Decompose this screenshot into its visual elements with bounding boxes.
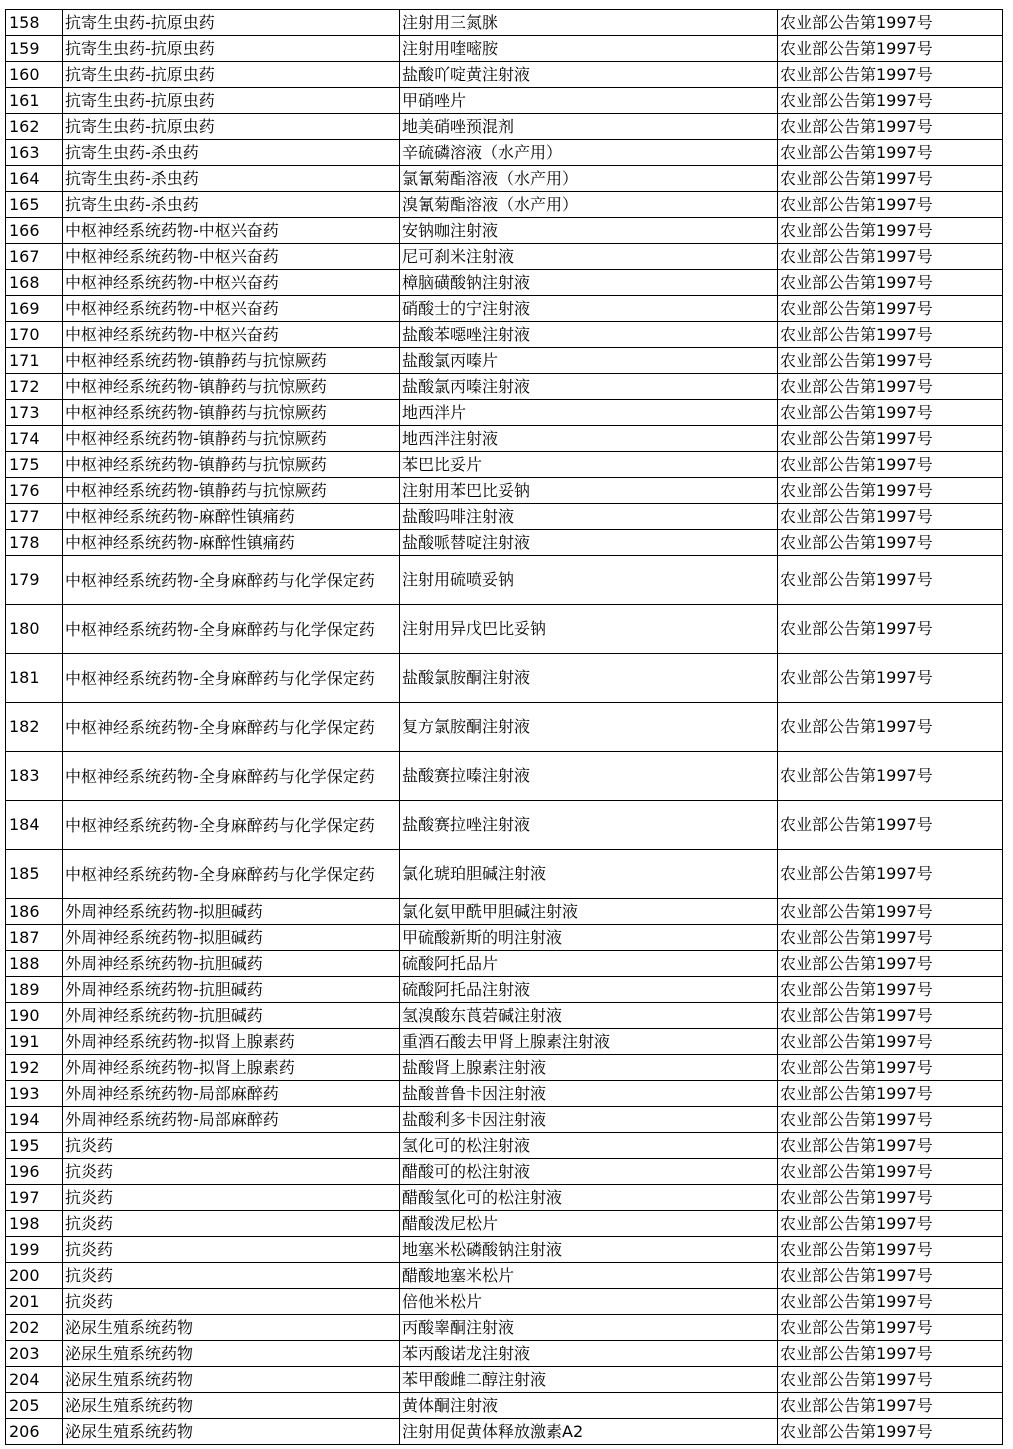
notice-reference-cell: 农业部公告第1997号: [778, 801, 1003, 850]
row-number-cell: 196: [6, 1159, 63, 1185]
notice-reference-cell: 农业部公告第1997号: [778, 977, 1003, 1003]
category-cell: 中枢神经系统药物-镇静药与抗惊厥药: [63, 374, 400, 400]
drug-name-cell: 安钠咖注射液: [400, 218, 778, 244]
notice-reference-cell: 农业部公告第1997号: [778, 1185, 1003, 1211]
category-cell: 外周神经系统药物-拟胆碱药: [63, 899, 400, 925]
category-cell: 中枢神经系统药物-镇静药与抗惊厥药: [63, 452, 400, 478]
row-number-cell: 167: [6, 244, 63, 270]
table-row: [6, 752, 1003, 801]
table-row: [6, 62, 1003, 88]
notice-reference-cell: 农业部公告第1997号: [778, 1107, 1003, 1133]
notice-reference-cell: 农业部公告第1997号: [778, 752, 1003, 801]
category-cell: 泌尿生殖系统药物: [63, 1393, 400, 1419]
table-row: [6, 1341, 1003, 1367]
category-cell: 外周神经系统药物-拟肾上腺素药: [63, 1029, 400, 1055]
notice-reference-cell: 农业部公告第1997号: [778, 504, 1003, 530]
drug-name-cell: 盐酸哌替啶注射液: [400, 530, 778, 556]
category-cell: 抗寄生虫药-杀虫药: [63, 140, 400, 166]
notice-reference-cell: 农业部公告第1997号: [778, 1211, 1003, 1237]
row-number-cell: 170: [6, 322, 63, 348]
row-number-cell: 193: [6, 1081, 63, 1107]
notice-reference-cell: 农业部公告第1997号: [778, 452, 1003, 478]
row-number-cell: 191: [6, 1029, 63, 1055]
category-cell: 泌尿生殖系统药物: [63, 1341, 400, 1367]
drug-name-cell: 硝酸士的宁注射液: [400, 296, 778, 322]
drug-name-cell: 盐酸吖啶黄注射液: [400, 62, 778, 88]
table-row: [6, 88, 1003, 114]
notice-reference-cell: 农业部公告第1997号: [778, 1003, 1003, 1029]
table-row: [6, 1367, 1003, 1393]
table-row: [6, 801, 1003, 850]
table-row: [6, 322, 1003, 348]
table-row: [6, 605, 1003, 654]
category-cell: 外周神经系统药物-拟胆碱药: [63, 925, 400, 951]
drug-name-cell: 尼可刹米注射液: [400, 244, 778, 270]
row-number-cell: 192: [6, 1055, 63, 1081]
drug-name-cell: 地西泮片: [400, 400, 778, 426]
row-number-cell: 199: [6, 1237, 63, 1263]
category-cell: 外周神经系统药物-拟肾上腺素药: [63, 1055, 400, 1081]
category-cell: 中枢神经系统药物-镇静药与抗惊厥药: [63, 478, 400, 504]
table-row: [6, 1081, 1003, 1107]
table-row: [6, 1107, 1003, 1133]
notice-reference-cell: 农业部公告第1997号: [778, 114, 1003, 140]
table-row: [6, 218, 1003, 244]
notice-reference-cell: 农业部公告第1997号: [778, 296, 1003, 322]
table-row: [6, 1159, 1003, 1185]
category-cell: 抗寄生虫药-抗原虫药: [63, 10, 400, 36]
notice-reference-cell: 农业部公告第1997号: [778, 1237, 1003, 1263]
notice-reference-cell: 农业部公告第1997号: [778, 426, 1003, 452]
category-cell: 中枢神经系统药物-中枢兴奋药: [63, 322, 400, 348]
drug-name-cell: 醋酸可的松注射液: [400, 1159, 778, 1185]
row-number-cell: 171: [6, 348, 63, 374]
drug-name-cell: 注射用苯巴比妥钠: [400, 478, 778, 504]
table-row: [6, 348, 1003, 374]
table-row: [6, 1263, 1003, 1289]
row-number-cell: 205: [6, 1393, 63, 1419]
row-number-cell: 181: [6, 654, 63, 703]
row-number-cell: 165: [6, 192, 63, 218]
table-row: [6, 556, 1003, 605]
drug-name-cell: 注射用硫喷妥钠: [400, 556, 778, 605]
drug-name-cell: 盐酸氯胺酮注射液: [400, 654, 778, 703]
notice-reference-cell: 农业部公告第1997号: [778, 166, 1003, 192]
notice-reference-cell: 农业部公告第1997号: [778, 322, 1003, 348]
notice-reference-cell: 农业部公告第1997号: [778, 556, 1003, 605]
row-number-cell: 158: [6, 10, 63, 36]
table-row: [6, 1003, 1003, 1029]
category-cell: 泌尿生殖系统药物: [63, 1315, 400, 1341]
category-cell: 中枢神经系统药物-镇静药与抗惊厥药: [63, 348, 400, 374]
category-cell: 中枢神经系统药物-全身麻醉药与化学保定药: [63, 556, 400, 605]
category-cell: 抗寄生虫药-抗原虫药: [63, 36, 400, 62]
table-row: [6, 296, 1003, 322]
row-number-cell: 201: [6, 1289, 63, 1315]
row-number-cell: 203: [6, 1341, 63, 1367]
row-number-cell: 189: [6, 977, 63, 1003]
category-cell: 泌尿生殖系统药物: [63, 1419, 400, 1445]
row-number-cell: 204: [6, 1367, 63, 1393]
table-row: [6, 925, 1003, 951]
row-number-cell: 195: [6, 1133, 63, 1159]
notice-reference-cell: 农业部公告第1997号: [778, 400, 1003, 426]
row-number-cell: 166: [6, 218, 63, 244]
table-row: [6, 114, 1003, 140]
drug-name-cell: 注射用促黄体释放激素A2: [400, 1419, 778, 1445]
drug-name-cell: 黄体酮注射液: [400, 1393, 778, 1419]
drug-name-cell: 盐酸赛拉嗪注射液: [400, 752, 778, 801]
category-cell: 中枢神经系统药物-镇静药与抗惊厥药: [63, 400, 400, 426]
category-cell: 抗寄生虫药-杀虫药: [63, 192, 400, 218]
drug-name-cell: 苯丙酸诺龙注射液: [400, 1341, 778, 1367]
category-cell: 抗炎药: [63, 1133, 400, 1159]
notice-reference-cell: 农业部公告第1997号: [778, 1393, 1003, 1419]
row-number-cell: 180: [6, 605, 63, 654]
category-cell: 抗寄生虫药-杀虫药: [63, 166, 400, 192]
notice-reference-cell: 农业部公告第1997号: [778, 703, 1003, 752]
row-number-cell: 168: [6, 270, 63, 296]
notice-reference-cell: 农业部公告第1997号: [778, 1263, 1003, 1289]
category-cell: 中枢神经系统药物-全身麻醉药与化学保定药: [63, 654, 400, 703]
drug-name-cell: 醋酸地塞米松片: [400, 1263, 778, 1289]
notice-reference-cell: 农业部公告第1997号: [778, 218, 1003, 244]
notice-reference-cell: 农业部公告第1997号: [778, 1159, 1003, 1185]
row-number-cell: 190: [6, 1003, 63, 1029]
category-cell: 外周神经系统药物-抗胆碱药: [63, 1003, 400, 1029]
notice-reference-cell: 农业部公告第1997号: [778, 605, 1003, 654]
table-row: [6, 478, 1003, 504]
table-row: [6, 504, 1003, 530]
table-row: [6, 140, 1003, 166]
row-number-cell: 178: [6, 530, 63, 556]
drug-name-cell: 甲硫酸新斯的明注射液: [400, 925, 778, 951]
row-number-cell: 182: [6, 703, 63, 752]
table-row: [6, 10, 1003, 36]
drug-name-cell: 氯化氨甲酰甲胆碱注射液: [400, 899, 778, 925]
drug-name-cell: 倍他米松片: [400, 1289, 778, 1315]
category-cell: 外周神经系统药物-抗胆碱药: [63, 951, 400, 977]
category-cell: 抗炎药: [63, 1289, 400, 1315]
row-number-cell: 159: [6, 36, 63, 62]
drug-name-cell: 氢溴酸东莨菪碱注射液: [400, 1003, 778, 1029]
category-cell: 抗炎药: [63, 1159, 400, 1185]
category-cell: 中枢神经系统药物-麻醉性镇痛药: [63, 530, 400, 556]
table-row: [6, 1237, 1003, 1263]
row-number-cell: 197: [6, 1185, 63, 1211]
category-cell: 泌尿生殖系统药物: [63, 1367, 400, 1393]
drug-name-cell: 硫酸阿托品片: [400, 951, 778, 977]
table-row: [6, 192, 1003, 218]
category-cell: 中枢神经系统药物-麻醉性镇痛药: [63, 504, 400, 530]
table-row: [6, 1211, 1003, 1237]
category-cell: 抗炎药: [63, 1211, 400, 1237]
table-row: [6, 654, 1003, 703]
row-number-cell: 206: [6, 1419, 63, 1445]
category-cell: 抗炎药: [63, 1185, 400, 1211]
category-cell: 中枢神经系统药物-全身麻醉药与化学保定药: [63, 605, 400, 654]
notice-reference-cell: 农业部公告第1997号: [778, 951, 1003, 977]
row-number-cell: 173: [6, 400, 63, 426]
notice-reference-cell: 农业部公告第1997号: [778, 1341, 1003, 1367]
row-number-cell: 164: [6, 166, 63, 192]
drug-name-cell: 氯化琥珀胆碱注射液: [400, 850, 778, 899]
drug-name-cell: 盐酸利多卡因注射液: [400, 1107, 778, 1133]
drug-name-cell: 注射用异戊巴比妥钠: [400, 605, 778, 654]
category-cell: 抗炎药: [63, 1237, 400, 1263]
drug-name-cell: 丙酸睾酮注射液: [400, 1315, 778, 1341]
row-number-cell: 172: [6, 374, 63, 400]
row-number-cell: 179: [6, 556, 63, 605]
row-number-cell: 198: [6, 1211, 63, 1237]
table-row: [6, 1419, 1003, 1445]
table-row: [6, 166, 1003, 192]
table-row: [6, 1133, 1003, 1159]
notice-reference-cell: 农业部公告第1997号: [778, 1367, 1003, 1393]
table-row: [6, 36, 1003, 62]
drug-name-cell: 复方氯胺酮注射液: [400, 703, 778, 752]
category-cell: 中枢神经系统药物-中枢兴奋药: [63, 296, 400, 322]
table-row: [6, 244, 1003, 270]
notice-reference-cell: 农业部公告第1997号: [778, 1289, 1003, 1315]
table-row: [6, 850, 1003, 899]
notice-reference-cell: 农业部公告第1997号: [778, 10, 1003, 36]
drug-name-cell: 苯巴比妥片: [400, 452, 778, 478]
row-number-cell: 183: [6, 752, 63, 801]
notice-reference-cell: 农业部公告第1997号: [778, 270, 1003, 296]
notice-reference-cell: 农业部公告第1997号: [778, 654, 1003, 703]
category-cell: 中枢神经系统药物-中枢兴奋药: [63, 244, 400, 270]
drug-name-cell: 重酒石酸去甲肾上腺素注射液: [400, 1029, 778, 1055]
category-cell: 抗寄生虫药-抗原虫药: [63, 114, 400, 140]
drug-name-cell: 辛硫磷溶液（水产用）: [400, 140, 778, 166]
notice-reference-cell: 农业部公告第1997号: [778, 1133, 1003, 1159]
row-number-cell: 187: [6, 925, 63, 951]
category-cell: 中枢神经系统药物-镇静药与抗惊厥药: [63, 426, 400, 452]
notice-reference-cell: 农业部公告第1997号: [778, 192, 1003, 218]
table-row: [6, 452, 1003, 478]
row-number-cell: 176: [6, 478, 63, 504]
table-row: [6, 899, 1003, 925]
notice-reference-cell: 农业部公告第1997号: [778, 1419, 1003, 1445]
table-row: [6, 951, 1003, 977]
notice-reference-cell: 农业部公告第1997号: [778, 850, 1003, 899]
row-number-cell: 200: [6, 1263, 63, 1289]
table-row: [6, 530, 1003, 556]
category-cell: 中枢神经系统药物-全身麻醉药与化学保定药: [63, 703, 400, 752]
drug-name-cell: 氯氰菊酯溶液（水产用）: [400, 166, 778, 192]
row-number-cell: 162: [6, 114, 63, 140]
drug-name-cell: 地美硝唑预混剂: [400, 114, 778, 140]
drug-name-cell: 注射用喹嘧胺: [400, 36, 778, 62]
category-cell: 中枢神经系统药物-全身麻醉药与化学保定药: [63, 752, 400, 801]
category-cell: 外周神经系统药物-抗胆碱药: [63, 977, 400, 1003]
notice-reference-cell: 农业部公告第1997号: [778, 1081, 1003, 1107]
notice-reference-cell: 农业部公告第1997号: [778, 1315, 1003, 1341]
category-cell: 抗寄生虫药-抗原虫药: [63, 62, 400, 88]
notice-reference-cell: 农业部公告第1997号: [778, 478, 1003, 504]
notice-reference-cell: 农业部公告第1997号: [778, 1055, 1003, 1081]
notice-reference-cell: 农业部公告第1997号: [778, 36, 1003, 62]
drug-name-cell: 溴氰菊酯溶液（水产用）: [400, 192, 778, 218]
drug-name-cell: 苯甲酸雌二醇注射液: [400, 1367, 778, 1393]
row-number-cell: 186: [6, 899, 63, 925]
drug-name-cell: 盐酸吗啡注射液: [400, 504, 778, 530]
drug-name-cell: 盐酸氯丙嗪片: [400, 348, 778, 374]
drug-name-cell: 醋酸泼尼松片: [400, 1211, 778, 1237]
row-number-cell: 163: [6, 140, 63, 166]
drug-name-cell: 硫酸阿托品注射液: [400, 977, 778, 1003]
row-number-cell: 188: [6, 951, 63, 977]
row-number-cell: 185: [6, 850, 63, 899]
row-number-cell: 184: [6, 801, 63, 850]
row-number-cell: 177: [6, 504, 63, 530]
table-row: [6, 1315, 1003, 1341]
drug-name-cell: 盐酸普鲁卡因注射液: [400, 1081, 778, 1107]
table-row: [6, 1289, 1003, 1315]
category-cell: 外周神经系统药物-局部麻醉药: [63, 1081, 400, 1107]
drug-name-cell: 地塞米松磷酸钠注射液: [400, 1237, 778, 1263]
notice-reference-cell: 农业部公告第1997号: [778, 140, 1003, 166]
drug-name-cell: 盐酸肾上腺素注射液: [400, 1055, 778, 1081]
table-row: [6, 703, 1003, 752]
notice-reference-cell: 农业部公告第1997号: [778, 88, 1003, 114]
drug-name-cell: 甲硝唑片: [400, 88, 778, 114]
table-row: [6, 1029, 1003, 1055]
drug-name-cell: 氢化可的松注射液: [400, 1133, 778, 1159]
notice-reference-cell: 农业部公告第1997号: [778, 899, 1003, 925]
category-cell: 中枢神经系统药物-全身麻醉药与化学保定药: [63, 801, 400, 850]
category-cell: 中枢神经系统药物-全身麻醉药与化学保定药: [63, 850, 400, 899]
table-row: [6, 400, 1003, 426]
drug-list-body: [6, 10, 1003, 1445]
drug-name-cell: 注射用三氮脒: [400, 10, 778, 36]
row-number-cell: 194: [6, 1107, 63, 1133]
drug-name-cell: 醋酸氢化可的松注射液: [400, 1185, 778, 1211]
category-cell: 中枢神经系统药物-中枢兴奋药: [63, 218, 400, 244]
row-number-cell: 160: [6, 62, 63, 88]
category-cell: 外周神经系统药物-局部麻醉药: [63, 1107, 400, 1133]
row-number-cell: 174: [6, 426, 63, 452]
category-cell: 抗寄生虫药-抗原虫药: [63, 88, 400, 114]
table-row: [6, 270, 1003, 296]
row-number-cell: 161: [6, 88, 63, 114]
table-row: [6, 1185, 1003, 1211]
row-number-cell: 202: [6, 1315, 63, 1341]
notice-reference-cell: 农业部公告第1997号: [778, 374, 1003, 400]
drug-name-cell: 盐酸赛拉唑注射液: [400, 801, 778, 850]
table-row: [6, 426, 1003, 452]
category-cell: 抗炎药: [63, 1263, 400, 1289]
table-row: [6, 1055, 1003, 1081]
drug-name-cell: 盐酸氯丙嗪注射液: [400, 374, 778, 400]
drug-name-cell: 樟脑磺酸钠注射液: [400, 270, 778, 296]
notice-reference-cell: 农业部公告第1997号: [778, 1029, 1003, 1055]
row-number-cell: 175: [6, 452, 63, 478]
notice-reference-cell: 农业部公告第1997号: [778, 925, 1003, 951]
category-cell: 中枢神经系统药物-中枢兴奋药: [63, 270, 400, 296]
notice-reference-cell: 农业部公告第1997号: [778, 348, 1003, 374]
notice-reference-cell: 农业部公告第1997号: [778, 244, 1003, 270]
notice-reference-cell: 农业部公告第1997号: [778, 62, 1003, 88]
row-number-cell: 169: [6, 296, 63, 322]
table-row: [6, 374, 1003, 400]
drug-list-table: [5, 9, 1003, 1445]
table-row: [6, 1393, 1003, 1419]
drug-name-cell: 地西泮注射液: [400, 426, 778, 452]
drug-name-cell: 盐酸苯噁唑注射液: [400, 322, 778, 348]
table-row: [6, 977, 1003, 1003]
notice-reference-cell: 农业部公告第1997号: [778, 530, 1003, 556]
